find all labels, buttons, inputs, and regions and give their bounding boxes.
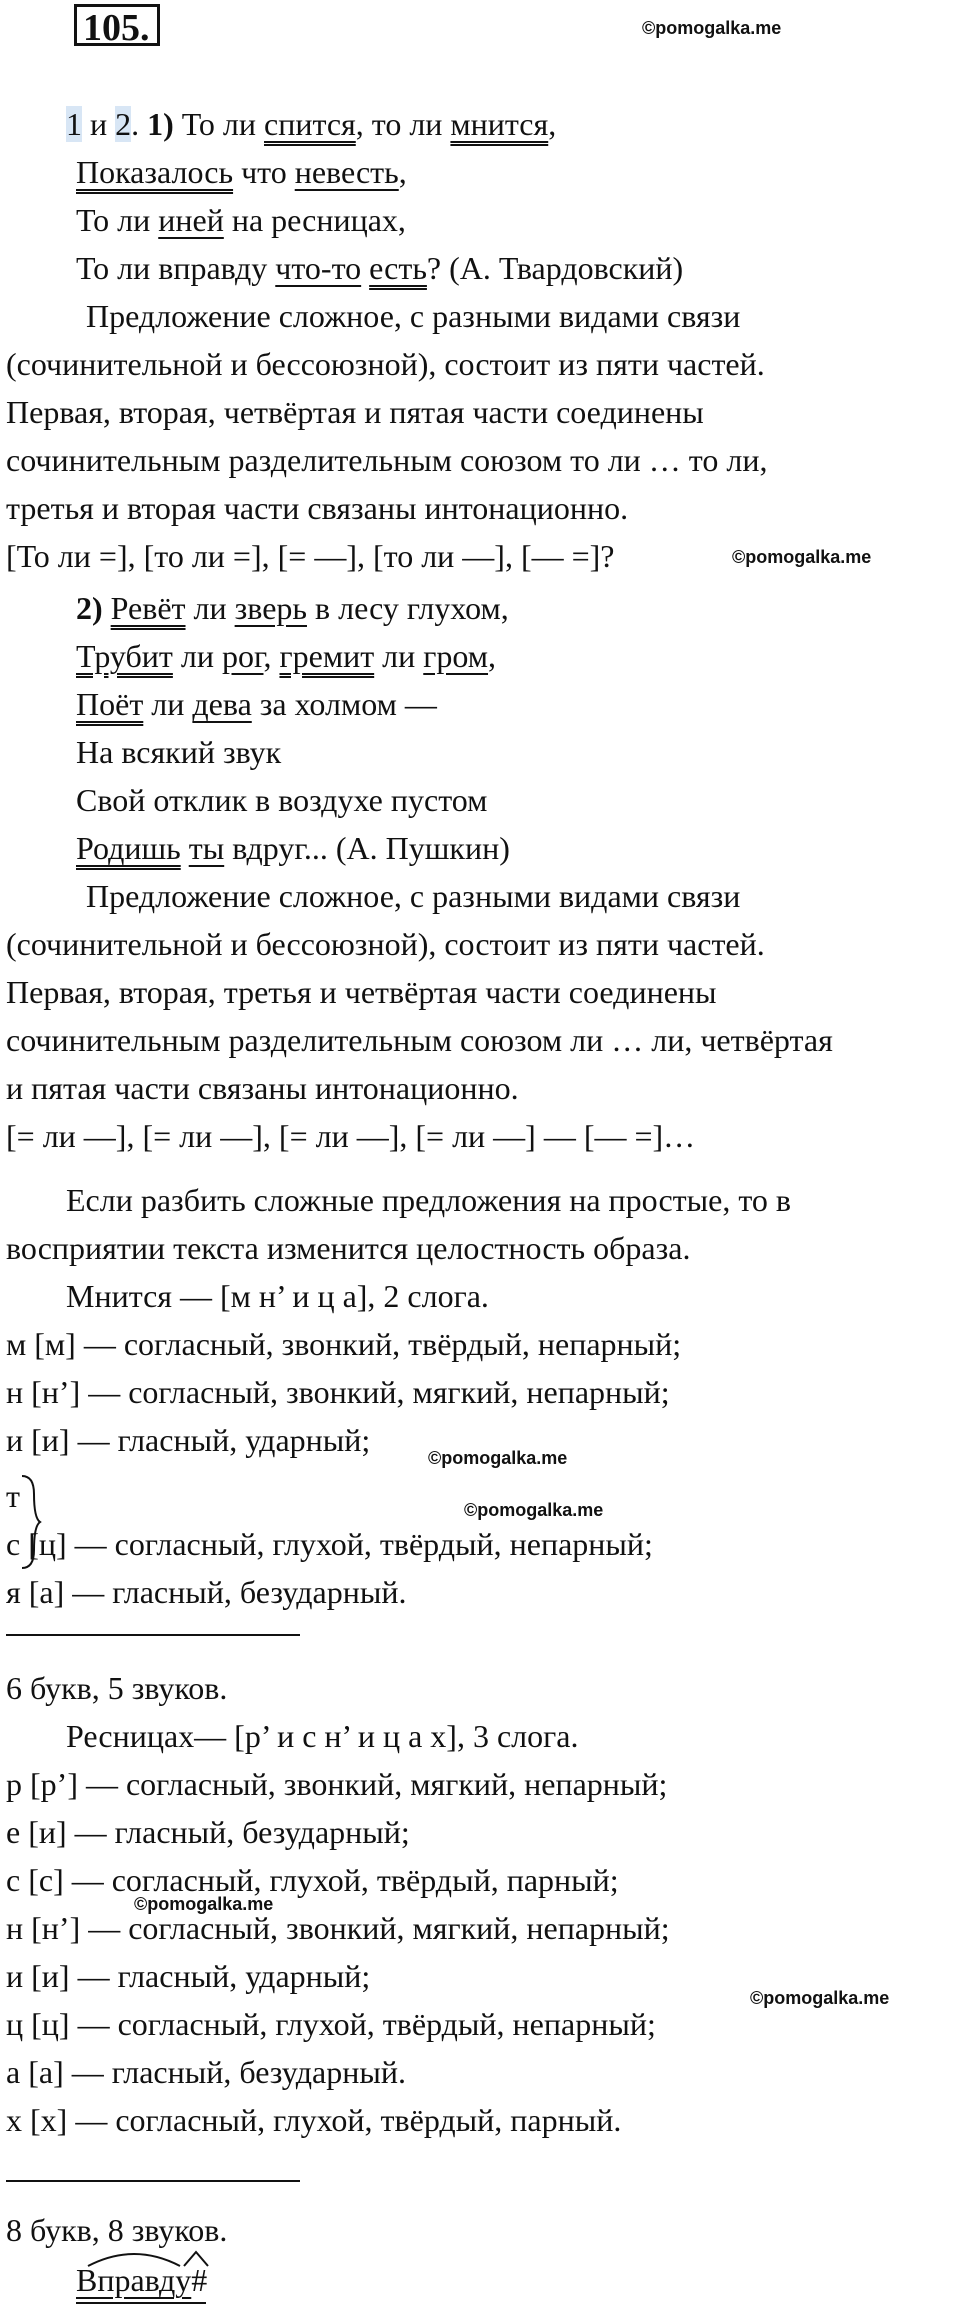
poem2-line4: На всякий звук bbox=[76, 734, 282, 770]
analysis2-line2: (сочинительной и бессоюзной), состоит из пяти частей. bbox=[6, 926, 765, 962]
phonetic1-row: н [н’] — согласный, звонкий, мягкий, непарный; bbox=[6, 1374, 670, 1410]
conclusion-line2: восприятии текста изменится целостность образа. bbox=[6, 1230, 691, 1266]
poem1-line4: То ли вправду что-то есть? (А. Твардовский) bbox=[76, 250, 684, 286]
phonetic2-row: х [х] — согласный, глухой, твёрдый, парный. bbox=[6, 2102, 622, 2138]
phonetic2-heading: Ресницах— [р’ и с н’ и ц а х], 3 слога. bbox=[66, 1718, 579, 1754]
conclusion-line1: Если разбить сложные предложения на простые, то в bbox=[66, 1182, 792, 1218]
scheme2: [= ли —], [= ли —], [= ли —], [= ли —] — [— =]… bbox=[6, 1118, 696, 1154]
phonetic2-row: н [н’] — согласный, звонкий, мягкий, непарный; bbox=[6, 1910, 670, 1946]
phonetic1-letter-t: т bbox=[6, 1478, 20, 1514]
poem2-line2: Трубит ли рог, гремит ли гром, bbox=[76, 638, 497, 674]
task-number: 105. bbox=[74, 4, 160, 46]
watermark: ©pomogalka.me bbox=[464, 1500, 604, 1520]
analysis1-line2: (сочинительной и бессоюзной), состоит из пяти частей. bbox=[6, 346, 765, 382]
poem2-line6: Родишь ты вдруг... (А. Пушкин) bbox=[76, 830, 510, 866]
poem2-line5: Свой отклик в воздухе пустом bbox=[76, 782, 488, 818]
analysis2-line1: Предложение сложное, с разными видами связи bbox=[86, 878, 741, 914]
analysis2-line4: сочинительным разделительным союзом ли … ли, четвёртая bbox=[6, 1022, 833, 1058]
analysis2-line5: и пятая части связаны интонационно. bbox=[6, 1070, 519, 1106]
phonetic2-row: с [с] — согласный, глухой, твёрдый, парный; bbox=[6, 1862, 619, 1898]
scheme1: [То ли =], [то ли =], [= —], [то ли —], [— =]? bbox=[6, 538, 615, 574]
phonetic1-row: я [а] — гласный, безударный. bbox=[6, 1574, 407, 1610]
watermark: ©pomogalka.me bbox=[642, 18, 782, 38]
phonetic1-heading: Мнится — [м н’ и ц а], 2 слога. bbox=[66, 1278, 489, 1314]
poem2-line1: 2) Ревёт ли зверь в лесу глухом, bbox=[76, 590, 509, 626]
curly-brace-icon bbox=[18, 1472, 42, 1572]
phonetic1-row: с [ц] — согласный, глухой, твёрдый, непарный; bbox=[6, 1526, 653, 1562]
poem1-line3: То ли иней на ресницах, bbox=[76, 202, 406, 238]
poem1-line1: 1 и 2. 1) То ли спится, то ли мнится, bbox=[66, 106, 557, 142]
divider-line bbox=[6, 2180, 300, 2182]
phonetic1-row: и [и] — гласный, ударный; bbox=[6, 1422, 371, 1458]
phonetic2-summary: 8 букв, 8 звуков. bbox=[6, 2212, 228, 2248]
phonetic1-row: м [м] — согласный, звонкий, твёрдый, непарный; bbox=[6, 1326, 682, 1362]
phonetic2-row: а [а] — гласный, безударный. bbox=[6, 2054, 406, 2090]
analysis2-line3: Первая, вторая, третья и четвёртая части соединены bbox=[6, 974, 717, 1010]
morphemic-parse: Вправду# bbox=[76, 2262, 208, 2298]
phonetic2-row: ц [ц] — согласный, глухой, твёрдый, непарный; bbox=[6, 2006, 656, 2042]
analysis1-line3: Первая, вторая, четвёртая и пятая части соединены bbox=[6, 394, 704, 430]
poem1-line2: Показалось что невесть, bbox=[76, 154, 407, 190]
divider-line bbox=[6, 1634, 300, 1636]
watermark: ©pomogalka.me bbox=[732, 547, 872, 567]
phonetic2-row: е [и] — гласный, безударный; bbox=[6, 1814, 410, 1850]
phonetic1-summary: 6 букв, 5 звуков. bbox=[6, 1670, 228, 1706]
phonetic2-row: р [р’] — согласный, звонкий, мягкий, непарный; bbox=[6, 1766, 668, 1802]
ending-box-line bbox=[76, 2302, 206, 2304]
watermark: ©pomogalka.me bbox=[750, 1988, 890, 2008]
phonetic2-row: и [и] — гласный, ударный; bbox=[6, 1958, 371, 1994]
analysis1-line4: сочинительным разделительным союзом то ли … то ли, bbox=[6, 442, 768, 478]
analysis1-line1: Предложение сложное, с разными видами связи bbox=[86, 298, 741, 334]
poem2-line3: Поёт ли дева за холмом — bbox=[76, 686, 437, 722]
analysis1-line5: третья и вторая части связаны интонационно. bbox=[6, 490, 629, 526]
watermark: ©pomogalka.me bbox=[134, 1894, 274, 1914]
watermark: ©pomogalka.me bbox=[428, 1448, 568, 1468]
